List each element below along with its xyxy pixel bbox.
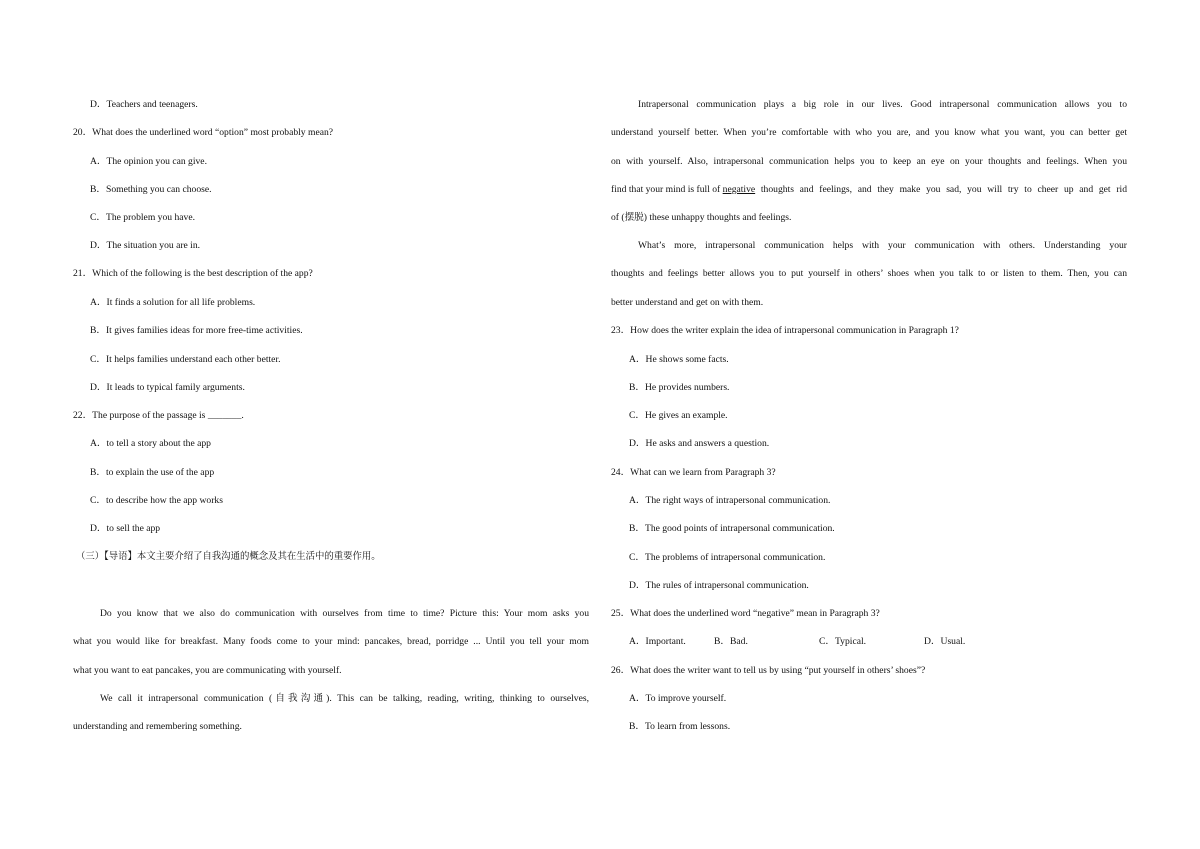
para1-line1: Do you know that we also do communication with ourselves from time to time? Picture this: Your mom asks you [100, 608, 589, 619]
q22-option-b: B．to explain the use of the app [90, 467, 215, 478]
q24-option-c: C．The problems of intrapersonal communication. [629, 552, 826, 563]
q22-option-d: D．to sell the app [90, 523, 161, 534]
q21-option-a: A．It finds a solution for all life problems. [90, 297, 256, 308]
q23-option-a: A．He shows some facts. [629, 354, 729, 365]
q21-option-c: C．It helps families understand each other better. [90, 354, 281, 365]
q21-option-b: B．It gives families ideas for more free-time activities. [90, 325, 303, 336]
para3-line2: understand yourself better. When you’re comfortable with who you are, and you know what you want, you can better get [611, 127, 1127, 138]
q24-option-b: B．The good points of intrapersonal communication. [629, 523, 835, 534]
para2-line1: We call it intrapersonal communication (自我沟通). This can be talking, reading, writing, thinking to ourselves, [100, 693, 589, 704]
underlined-word-negative: negative [722, 184, 756, 195]
q24-option-d: D．The rules of intrapersonal communication. [629, 580, 809, 591]
q23-option-d: D．He asks and answers a question. [629, 438, 770, 449]
para4-line3: better understand and get on with them. [611, 297, 764, 308]
right-column [600, 0, 1200, 849]
para1-line3: what you want to eat pancakes, you are communicating with yourself. [73, 665, 342, 676]
q20-option-a: A．The opinion you can give. [90, 156, 207, 167]
q25-option-b: B．Bad. [714, 636, 748, 647]
q25-option-c: C．Typical. [819, 636, 867, 647]
q21-stem: 21．Which of the following is the best description of the app? [73, 268, 313, 279]
q25-option-d: D．Usual. [924, 636, 966, 647]
q25-stem: 25．What does the underlined word “negative” mean in Paragraph 3? [611, 608, 880, 619]
section-header: （三）【导语】本文主要介绍了自我沟通的概念及其在生活中的重要作用。 [76, 551, 381, 562]
q26-option-a: A．To improve yourself. [629, 693, 727, 704]
para3-line5: of (摆脱) these unhappy thoughts and feelings. [611, 212, 792, 223]
para3-line4-pre: find that your mind is full of [611, 184, 723, 195]
para3-line4 [611, 184, 1127, 196]
q21-option-d: D．It leads to typical family arguments. [90, 382, 245, 393]
q23-stem: 23．How does the writer explain the idea of intrapersonal communication in Paragraph 1? [611, 325, 959, 336]
q26-option-b: B．To learn from lessons. [629, 721, 731, 732]
para3-line3: on with yourself. Also, intrapersonal communication helps you to keep an eye on your thoughts and feelings. When you [611, 156, 1127, 167]
q24-option-a: A．The right ways of intrapersonal communication. [629, 495, 831, 506]
q24-stem: 24．What can we learn from Paragraph 3? [611, 467, 776, 478]
para3-line4-post: thoughts and feelings, and they make you sad, you will try to cheer up and get rid [755, 184, 1127, 195]
q22-stem: 22．The purpose of the passage is _______. [73, 410, 244, 421]
para3-line1: Intrapersonal communication plays a big role in our lives. Good intrapersonal communication allows you to [638, 99, 1127, 110]
para4-line2: thoughts and feelings better allows you to put yourself in others’ shoes when you talk to or listen to them. Then, you can [611, 268, 1127, 279]
q22-option-c: C．to describe how the app works [90, 495, 223, 506]
q20-stem: 20．What does the underlined word “option” most probably mean? [73, 127, 334, 138]
para2-line2: understanding and remembering something. [73, 721, 242, 732]
q20-option-b: B．Something you can choose. [90, 184, 212, 195]
q23-option-b: B．He provides numbers. [629, 382, 730, 393]
q23-option-c: C．He gives an example. [629, 410, 728, 421]
q26-stem: 26．What does the writer want to tell us by using “put yourself in others’ shoes”? [611, 665, 926, 676]
para1-line2: what you would like for breakfast. Many foods come to your mind: pancakes, bread, porridge ... Until you tell your mom [73, 636, 589, 647]
q25-option-a: A．Important. [629, 636, 686, 647]
q20-option-d: D．The situation you are in. [90, 240, 201, 251]
q19-option-d: D．Teachers and teenagers. [90, 99, 198, 110]
q20-option-c: C．The problem you have. [90, 212, 195, 223]
q22-option-a: A．to tell a story about the app [90, 438, 211, 449]
para4-line1: What’s more, intrapersonal communication helps with your communication with others. Understanding your [638, 240, 1127, 251]
